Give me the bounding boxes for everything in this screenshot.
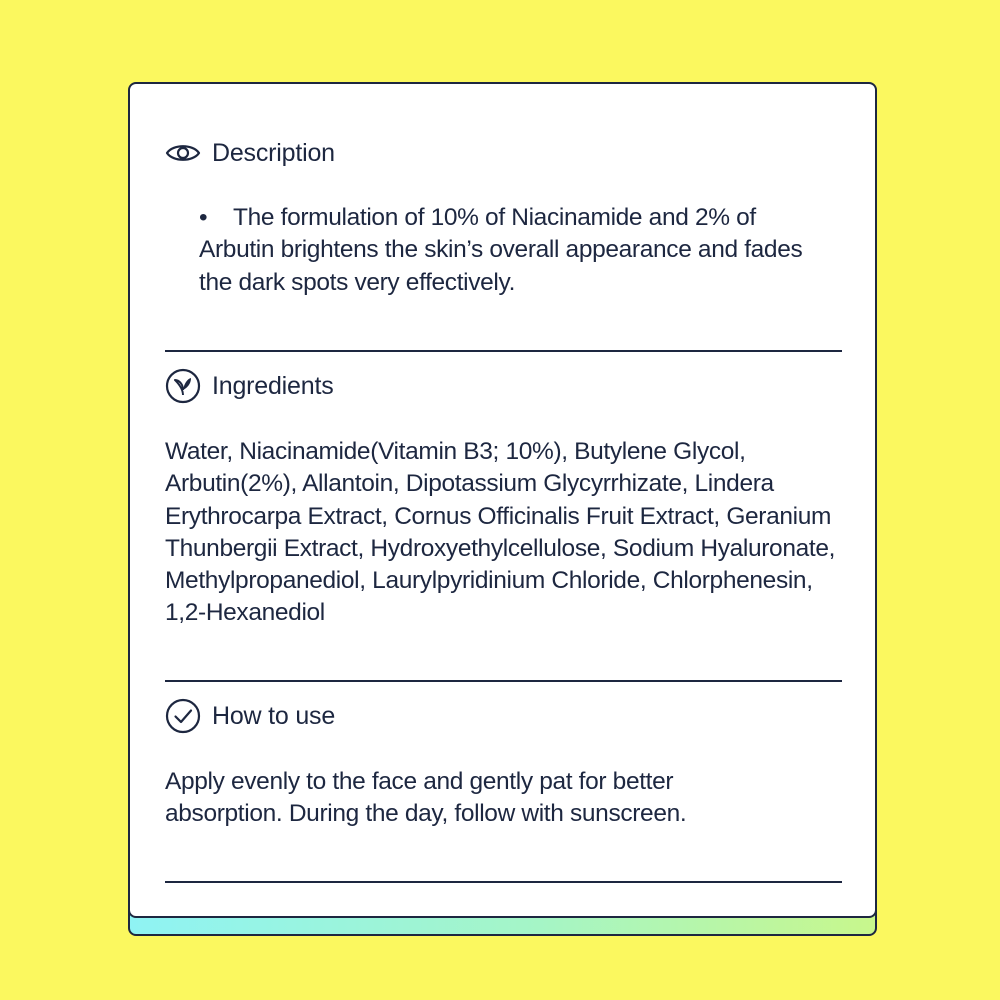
ingredients-title: Ingredients [212,371,334,400]
description-text: The formulation of 10% of Niacinamide and 2% of Arbutin brightens the skin’s overall appearance and fades the dark spots very effectively. [199,204,803,296]
product-info-card [128,82,877,918]
how-to-use-header [165,698,335,734]
how-to-use-title: How to use [212,701,336,730]
bullet-marker: • [199,204,208,231]
description-header [165,135,335,171]
how-to-use-text: Apply evenly to the face and gently pat for better absorption. During the day, follow with sunscreen. [165,768,687,828]
eye-icon [165,135,201,171]
divider-3 [165,881,842,883]
divider-2 [165,680,842,682]
description-title: Description [212,138,335,167]
leaf-icon [165,368,201,404]
description-bullet-item [199,202,819,299]
divider-1 [165,350,842,352]
ingredients-text: Water, Niacinamide(Vitamin B3; 10%), Butylene Glycol, Arbutin(2%), Allantoin, Dipotassium Glycyrrhizate, Lindera Erythrocarpa Extract, Cornus Officinalis Fruit Extract, Geranium Thunbergii Extract, Hydroxyethylcellulose, Sodium Hyaluronate, Methylpropanediol, Laurylpyridinium Chloride, Chlorphenesin, 1,2-Hexanediol [165,438,836,627]
ingredients-header [165,368,334,404]
check-circle-icon [165,698,201,734]
